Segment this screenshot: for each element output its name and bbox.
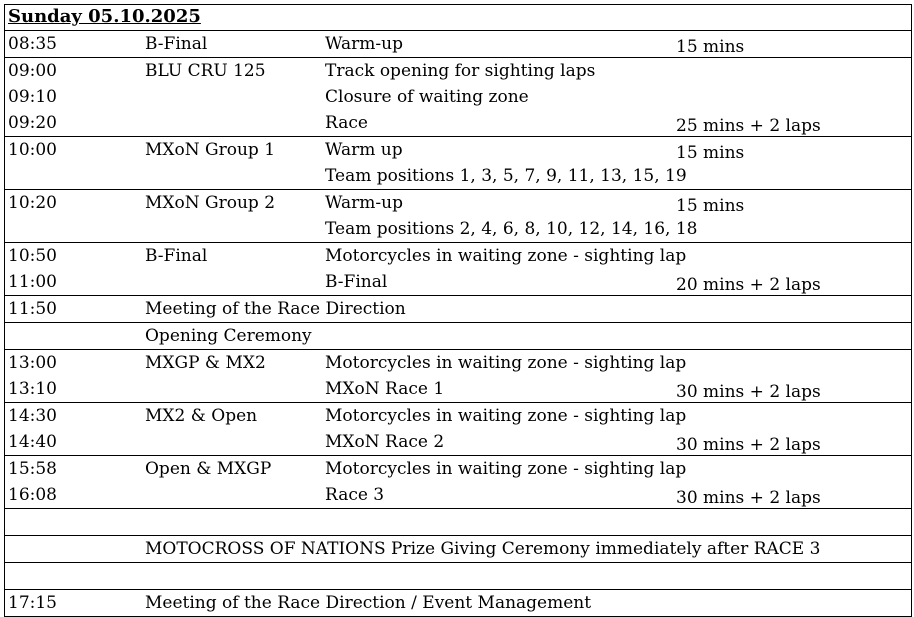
event-cell: Race 3 (325, 485, 385, 505)
schedule-row (5, 456, 911, 482)
event-cell: Closure of waiting zone (325, 87, 529, 107)
event-cell: MXoN Race 1 (325, 379, 445, 399)
duration-cell: 30 mins + 2 laps (676, 435, 821, 455)
schedule-table (4, 4, 912, 617)
schedule-group (5, 536, 911, 563)
page-title: Sunday 05.10.2025 (8, 6, 201, 27)
event-cell: Team positions 2, 4, 6, 8, 10, 12, 14, 16, 18 (325, 219, 698, 239)
event-cell: Motorcycles in waiting zone - sighting lap (325, 459, 687, 479)
time-cell: 08:35 (8, 34, 57, 54)
schedule-row (5, 163, 911, 189)
schedule-group (5, 243, 911, 296)
schedule-row (5, 137, 911, 163)
time-cell: 16:08 (8, 485, 57, 505)
schedule-group (5, 563, 911, 590)
duration-cell: 20 mins + 2 laps (676, 275, 821, 295)
time-cell: 10:20 (8, 193, 57, 213)
class-cell: MXGP & MX2 (145, 353, 266, 373)
schedule-row (5, 376, 911, 402)
class-cell: MXoN Group 2 (145, 193, 276, 213)
event-cell: Motorcycles in waiting zone - sighting lap (325, 353, 687, 373)
time-cell: 09:10 (8, 87, 57, 107)
schedule-group (5, 137, 911, 190)
merged-cell: MOTOCROSS OF NATIONS Prize Giving Ceremony immediately after RACE 3 (145, 539, 821, 559)
schedule-row (5, 563, 911, 589)
duration-cell: 15 mins (676, 37, 745, 57)
class-cell: MXoN Group 1 (145, 140, 276, 160)
duration-cell: 30 mins + 2 laps (676, 382, 821, 402)
schedule-group (5, 190, 911, 243)
schedule-row (5, 58, 911, 84)
schedule-row (5, 482, 911, 508)
schedule-row (5, 110, 911, 136)
schedule-row (5, 269, 911, 295)
event-cell: MXoN Race 2 (325, 432, 445, 452)
schedule-row (5, 350, 911, 376)
class-cell: Open & MXGP (145, 459, 272, 479)
time-cell: 10:50 (8, 246, 57, 266)
duration-cell: 15 mins (676, 143, 745, 163)
schedule-row (5, 216, 911, 242)
event-cell: Warm-up (325, 34, 403, 54)
schedule-row (5, 590, 911, 616)
time-cell: 11:50 (8, 299, 57, 319)
merged-cell: Opening Ceremony (145, 326, 312, 346)
time-cell: 13:00 (8, 353, 57, 373)
schedule-row (5, 403, 911, 429)
schedule-row (5, 296, 911, 322)
event-cell: Track opening for sighting laps (325, 61, 596, 81)
class-cell: B-Final (145, 246, 208, 266)
time-cell: 09:20 (8, 113, 57, 133)
schedule-group (5, 509, 911, 536)
time-cell: 09:00 (8, 61, 57, 81)
schedule-row (5, 243, 911, 269)
time-cell: 13:10 (8, 379, 57, 399)
schedule-row (5, 190, 911, 216)
duration-cell: 15 mins (676, 196, 745, 216)
time-cell: 10:00 (8, 140, 57, 160)
schedule-row (5, 429, 911, 455)
merged-cell: Meeting of the Race Direction (145, 299, 406, 319)
duration-cell: 30 mins + 2 laps (676, 488, 821, 508)
schedule-group (5, 58, 911, 137)
event-cell: Warm-up (325, 193, 403, 213)
class-cell: BLU CRU 125 (145, 61, 266, 81)
time-cell: 11:00 (8, 272, 57, 292)
schedule-row (5, 323, 911, 349)
event-cell: Team positions 1, 3, 5, 7, 9, 11, 13, 15, 19 (325, 166, 687, 186)
title-row (5, 5, 911, 31)
schedule-body (5, 31, 911, 617)
duration-cell: 25 mins + 2 laps (676, 116, 821, 136)
schedule-group (5, 31, 911, 58)
time-cell: 14:40 (8, 432, 57, 452)
event-cell: Race (325, 113, 368, 133)
schedule-row (5, 509, 911, 535)
schedule-group (5, 350, 911, 403)
schedule-row (5, 536, 911, 562)
merged-cell: Meeting of the Race Direction / Event Management (145, 593, 592, 613)
time-cell: 15:58 (8, 459, 57, 479)
schedule-group (5, 323, 911, 350)
time-cell: 14:30 (8, 406, 57, 426)
time-cell: 17:15 (8, 593, 57, 613)
schedule-group (5, 296, 911, 323)
event-cell: Motorcycles in waiting zone - sighting lap (325, 246, 687, 266)
event-cell: Warm up (325, 140, 403, 160)
class-cell: B-Final (145, 34, 208, 54)
schedule-group (5, 456, 911, 509)
schedule-row (5, 31, 911, 57)
schedule-row (5, 84, 911, 110)
event-cell: B-Final (325, 272, 388, 292)
schedule-group (5, 403, 911, 456)
class-cell: MX2 & Open (145, 406, 258, 426)
event-cell: Motorcycles in waiting zone - sighting lap (325, 406, 687, 426)
